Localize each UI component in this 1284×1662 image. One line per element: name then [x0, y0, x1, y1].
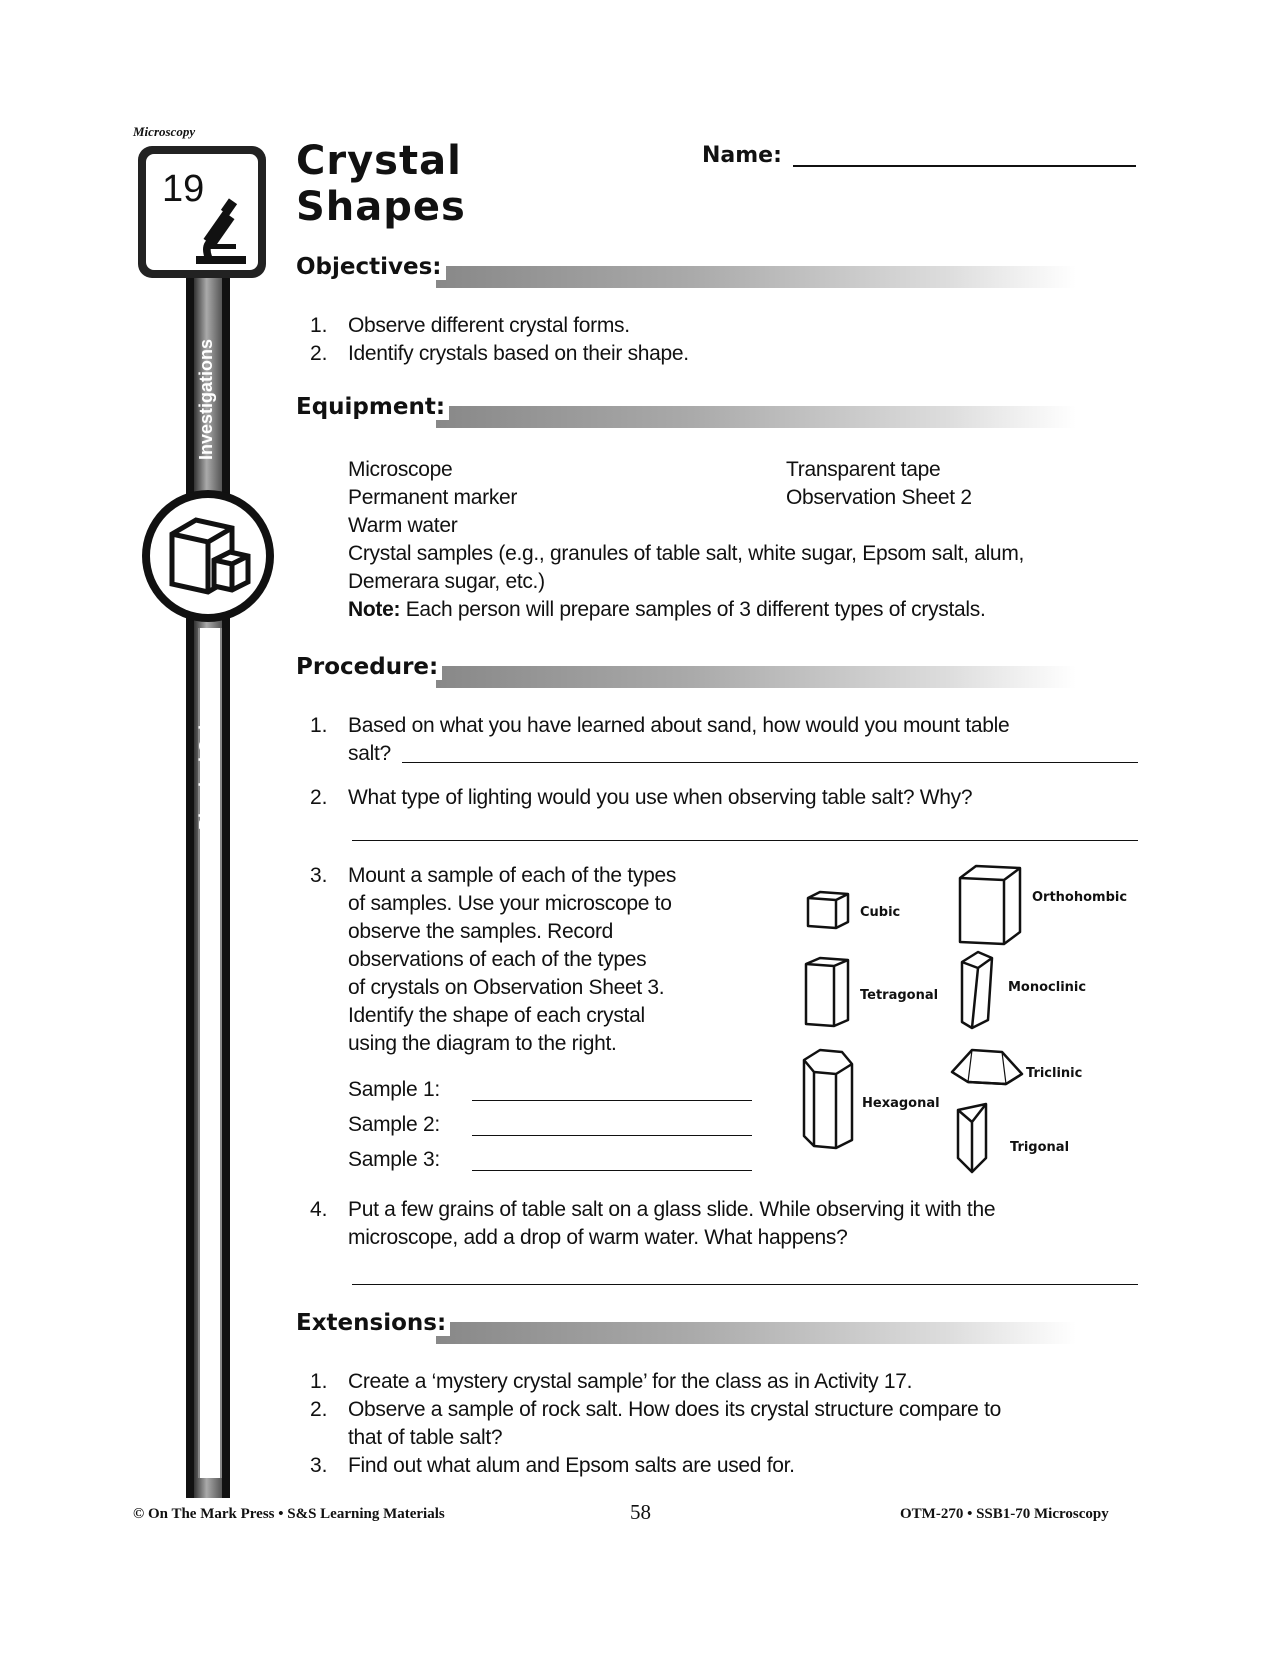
- sample-label: Sample 2:: [348, 1113, 440, 1136]
- orthorhombic-shape: [960, 866, 1020, 944]
- question-text: Based on what you have learned about sand, how would you mount table: [348, 714, 1010, 737]
- footer-publisher: © On The Mark Press • S&S Learning Materials: [133, 1506, 445, 1522]
- sample-label: Sample 1:: [348, 1078, 440, 1101]
- objectives-heading: Objectives:: [296, 254, 446, 280]
- question-number: 4.: [310, 1198, 328, 1221]
- answer-line[interactable]: [402, 762, 1138, 763]
- objective-number: 1.: [310, 314, 328, 337]
- question-text: microscope, add a drop of warm water. What happens?: [348, 1226, 848, 1249]
- equipment-samples: Crystal samples (e.g., granules of table salt, white sugar, Epsom salt, alum,: [348, 542, 1025, 565]
- objectives-header: [296, 254, 1076, 284]
- equipment-heading: Equipment:: [296, 394, 449, 420]
- equipment-item: Transparent tape: [786, 458, 941, 481]
- procedure-header: [296, 654, 1076, 684]
- sidebar-strip: [186, 278, 230, 1498]
- extensions-header: [296, 1310, 1076, 1340]
- question-text: of samples. Use your microscope to: [348, 892, 672, 915]
- extension-item: that of table salt?: [348, 1426, 503, 1449]
- cubic-shape: [808, 892, 848, 928]
- crystal-shapes-diagram: [790, 860, 1150, 1180]
- tetragonal-shape: [806, 958, 848, 1026]
- hexagonal-shape: [804, 1050, 852, 1148]
- sample-answer-line[interactable]: [472, 1170, 752, 1171]
- question-text: Put a few grains of table salt on a glass slide. While observing it with the: [348, 1198, 996, 1221]
- cube-badge: [142, 490, 274, 622]
- question-text: observations of each of the types: [348, 948, 647, 971]
- name-label: Name:: [702, 143, 782, 168]
- shape-label-triclinic: Triclinic: [1026, 1066, 1083, 1081]
- objective-number: 2.: [310, 342, 328, 365]
- cube-icon: [150, 498, 266, 614]
- trigonal-shape: [958, 1104, 986, 1172]
- equipment-note: [348, 596, 986, 624]
- note-text: Each person will prepare samples of 3 different types of crystals.: [405, 598, 986, 621]
- question-text: using the diagram to the right.: [348, 1032, 617, 1055]
- equipment-item: Permanent marker: [348, 486, 518, 509]
- question-text: Mount a sample of each of the types: [348, 864, 677, 887]
- extension-item: Create a ‘mystery crystal sample’ for the class as in Activity 17.: [348, 1370, 913, 1393]
- page-number: 58: [630, 1500, 651, 1524]
- question-text: Identify the shape of each crystal: [348, 1004, 645, 1027]
- series-label: Microscopy: [133, 124, 196, 139]
- objective-item: Identify crystals based on their shape.: [348, 342, 689, 365]
- activity-number-box: [138, 146, 266, 278]
- equipment-item: Microscope: [348, 458, 453, 481]
- equipment-item: Observation Sheet 2: [786, 486, 972, 509]
- question-text: of crystals on Observation Sheet 3.: [348, 976, 665, 999]
- question-text: salt?: [348, 742, 391, 765]
- sample-answer-line[interactable]: [472, 1100, 752, 1101]
- answer-line[interactable]: [352, 1284, 1138, 1285]
- question-text: What type of lighting would you use when observing table salt? Why?: [348, 786, 973, 809]
- sample-label: Sample 3:: [348, 1148, 440, 1171]
- answer-line[interactable]: [352, 840, 1138, 841]
- shape-label-monoclinic: Monoclinic: [1008, 980, 1087, 995]
- title-line-2: Shapes: [296, 184, 466, 230]
- monoclinic-shape: [962, 952, 992, 1028]
- title-line-1: Crystal: [296, 138, 462, 184]
- triclinic-shape: [952, 1050, 1022, 1084]
- sidebar-label-physical-science: Physical Science: [196, 683, 216, 830]
- procedure-heading: Procedure:: [296, 654, 442, 680]
- note-label: Note:: [348, 598, 401, 621]
- question-number: 2.: [310, 786, 328, 809]
- question-number: 3.: [310, 864, 328, 887]
- extension-number: 2.: [310, 1398, 328, 1421]
- microscope-icon: [190, 198, 252, 266]
- shape-label-hexagonal: Hexagonal: [862, 1096, 940, 1111]
- equipment-header: [296, 394, 1076, 424]
- shape-label-orthorhombic: Orthohombic: [1032, 890, 1128, 905]
- name-field-line[interactable]: [793, 165, 1136, 167]
- shape-label-tetragonal: Tetragonal: [860, 988, 939, 1003]
- activity-number: 19: [162, 168, 205, 210]
- footer-product-code: OTM-270 • SSB1-70 Microscopy: [900, 1506, 1109, 1522]
- sample-answer-line[interactable]: [472, 1135, 752, 1136]
- extension-item: Observe a sample of rock salt. How does its crystal structure compare to: [348, 1398, 1001, 1421]
- sidebar-label-investigations: Investigations: [196, 338, 216, 460]
- question-text: observe the samples. Record: [348, 920, 614, 943]
- question-number: 1.: [310, 714, 328, 737]
- page-title: [296, 138, 466, 230]
- extension-number: 3.: [310, 1454, 328, 1477]
- extension-item: Find out what alum and Epsom salts are used for.: [348, 1454, 795, 1477]
- equipment-item: Warm water: [348, 514, 458, 537]
- equipment-samples: Demerara sugar, etc.): [348, 570, 545, 593]
- shape-label-cubic: Cubic: [860, 905, 901, 920]
- shape-label-trigonal: Trigonal: [1010, 1140, 1070, 1155]
- extensions-heading: Extensions:: [296, 1310, 450, 1336]
- objective-item: Observe different crystal forms.: [348, 314, 630, 337]
- extension-number: 1.: [310, 1370, 328, 1393]
